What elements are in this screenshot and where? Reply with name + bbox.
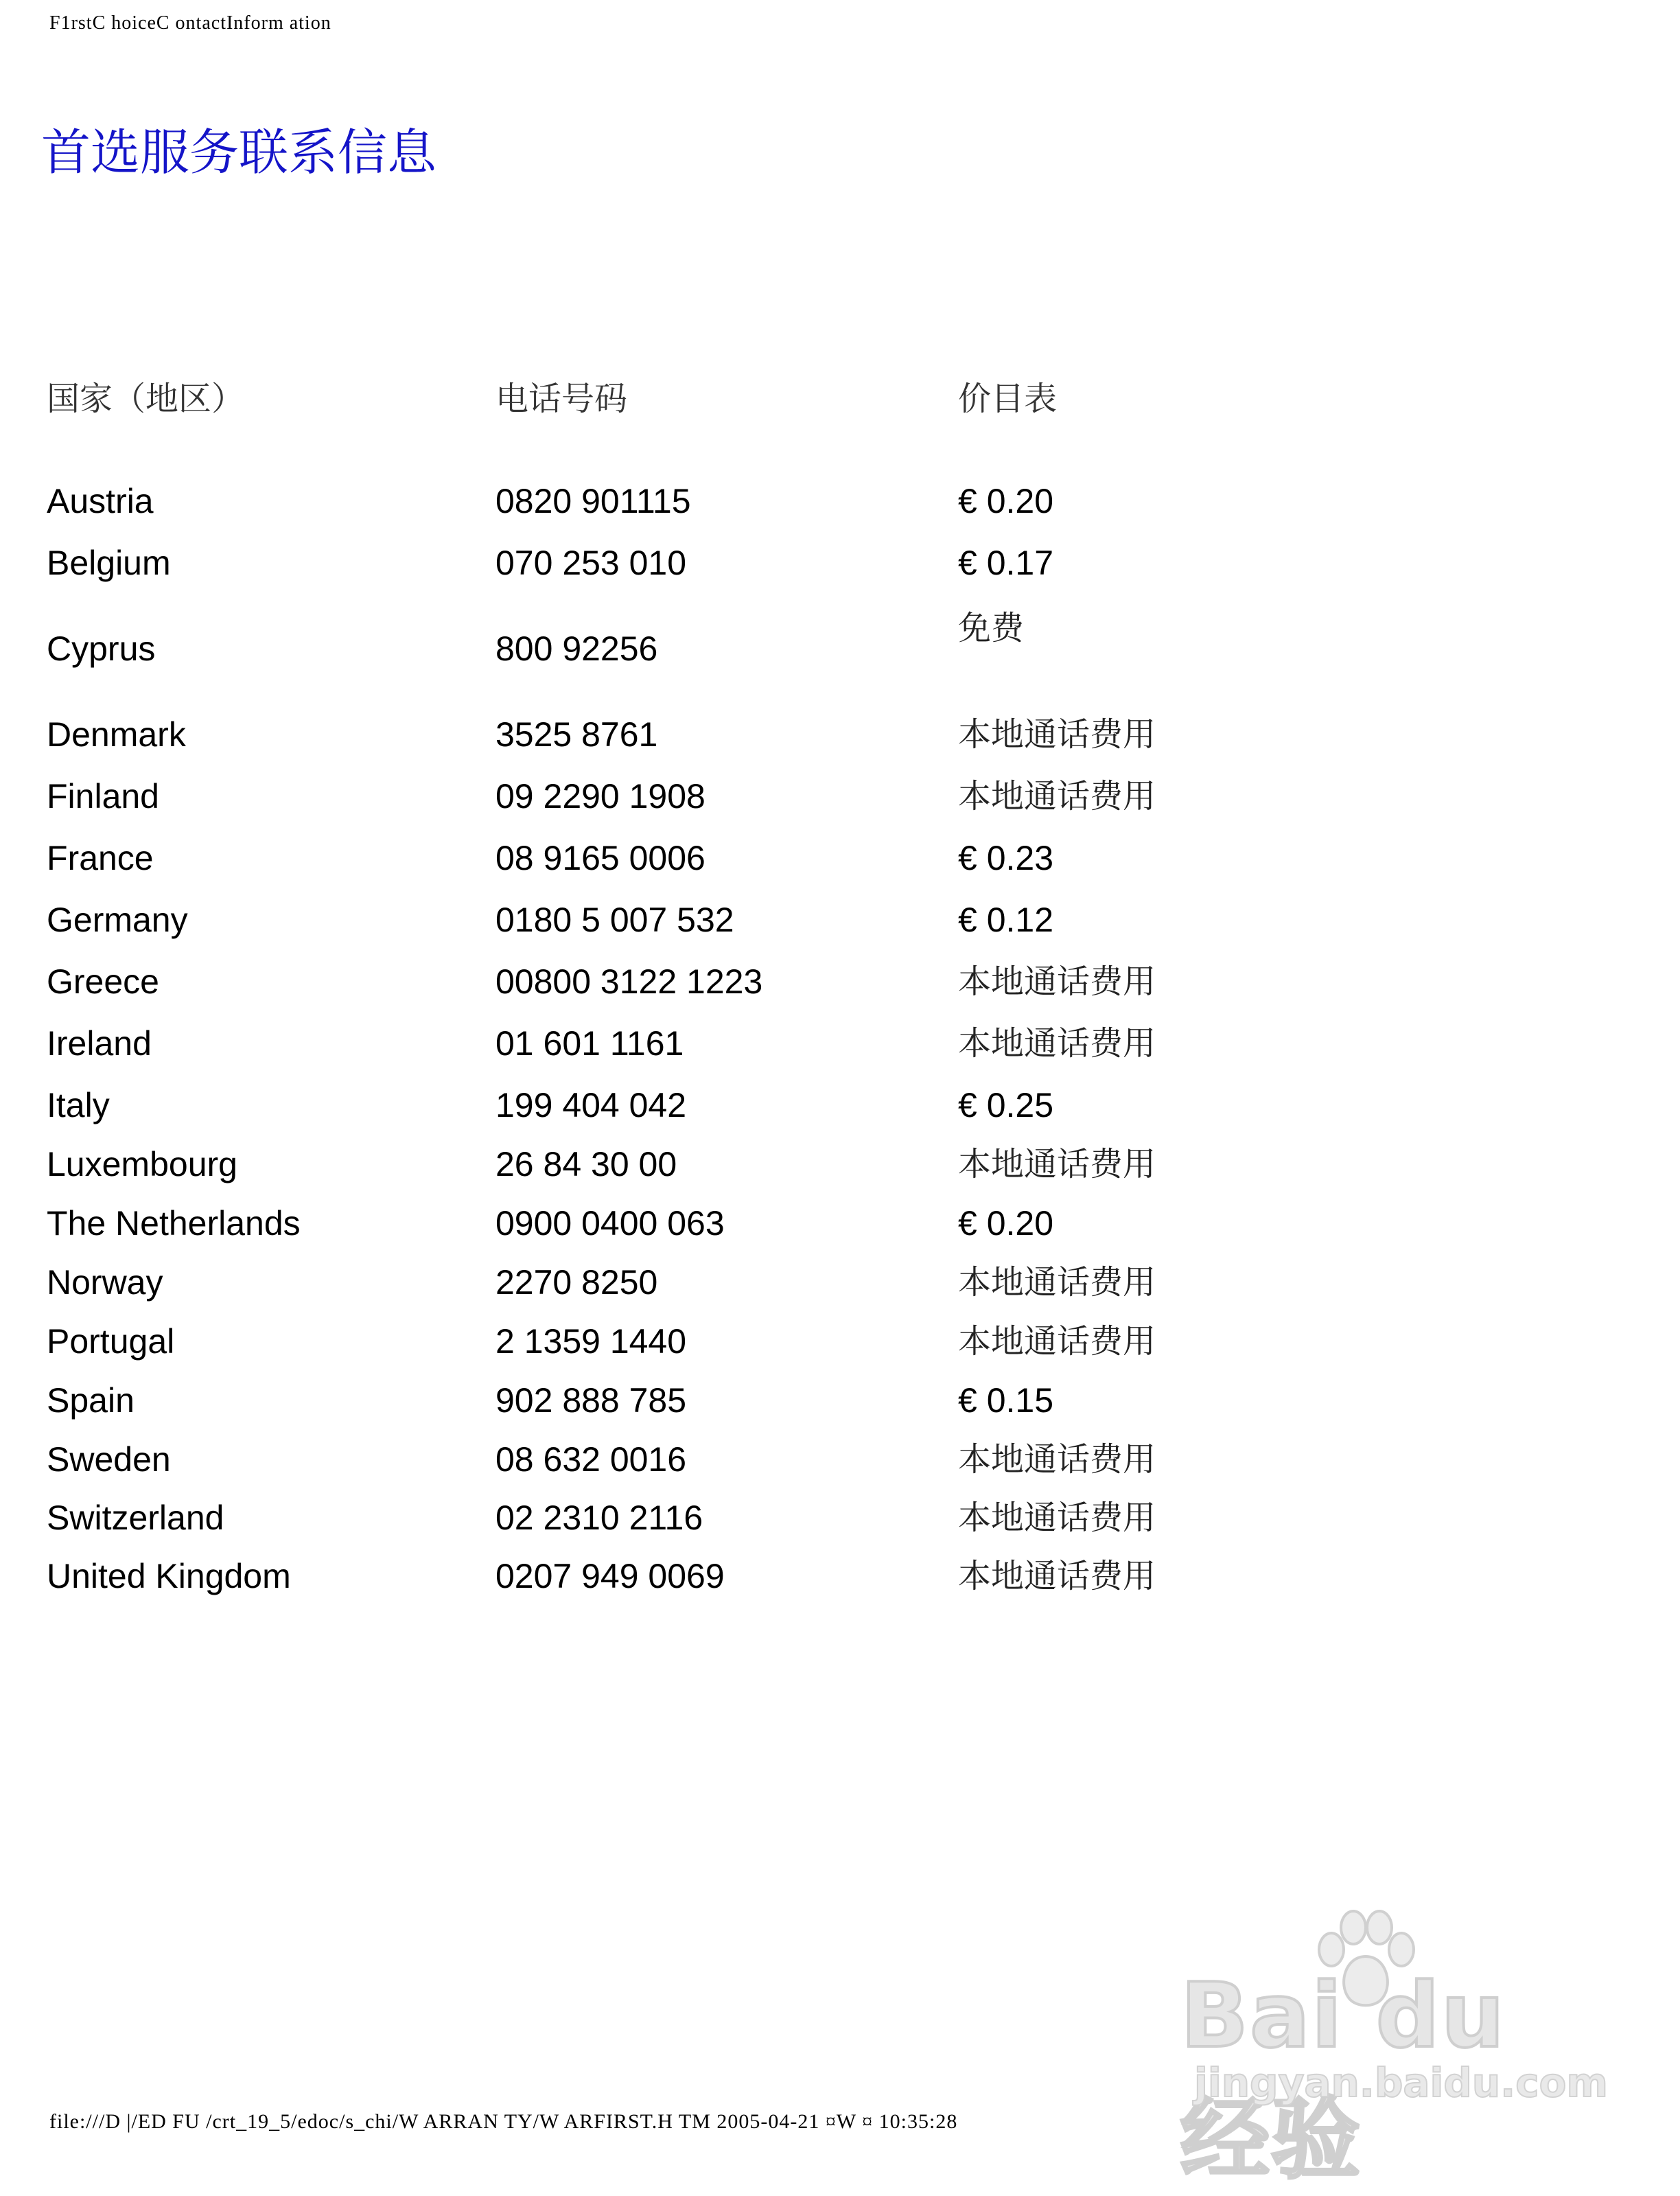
phone-cell: 2270 8250 (495, 1263, 658, 1302)
rate-cell: 本地通话费用 (958, 715, 1156, 754)
rate-cell: 本地通话费用 (958, 1322, 1156, 1361)
country-cell: Portugal (47, 1322, 175, 1361)
rate-cell: 本地通话费用 (958, 1499, 1156, 1537)
table-row (0, 1016, 1680, 1071)
table-row (0, 707, 1680, 762)
rate-cell: 免费 (958, 609, 1025, 647)
column-header-country: 国家（地区） (47, 380, 245, 418)
table-row (0, 1373, 1680, 1428)
phone-cell: 0207 949 0069 (495, 1557, 725, 1595)
page-footer-path: file:///D |/ED FU /crt_19_5/edoc/s_chi/W ARRAN TY/W ARFIRST.H TM 2005-04-21 ¤W ¤ 10:35:28 (49, 2110, 958, 2133)
phone-cell: 09 2290 1908 (495, 777, 705, 816)
column-header-rate: 价目表 (958, 380, 1058, 418)
phone-cell: 800 92256 (495, 629, 658, 668)
phone-cell: 2 1359 1440 (495, 1322, 687, 1361)
country-cell: Belgium (47, 544, 171, 582)
rate-cell: 本地通话费用 (958, 777, 1156, 816)
rate-cell: € 0.12 (958, 901, 1054, 939)
rate-cell: 本地通话费用 (958, 1024, 1156, 1063)
phone-cell: 902 888 785 (495, 1381, 687, 1420)
country-cell: Greece (47, 962, 159, 1001)
table-row (0, 1137, 1680, 1192)
table-row (0, 1432, 1680, 1487)
table-row (0, 1314, 1680, 1369)
phone-cell: 02 2310 2116 (495, 1499, 703, 1537)
table-row (0, 1490, 1680, 1545)
country-cell: Switzerland (47, 1499, 224, 1537)
country-cell: Denmark (47, 715, 186, 754)
phone-cell: 08 9165 0006 (495, 839, 705, 877)
country-cell: Italy (47, 1086, 110, 1124)
baidu-jingyan-watermark (1180, 1908, 1608, 2191)
rate-cell: € 0.15 (958, 1381, 1054, 1420)
country-cell: Luxembourg (47, 1145, 237, 1183)
phone-cell: 0180 5 007 532 (495, 901, 734, 939)
phone-cell: 26 84 30 00 (495, 1145, 677, 1183)
table-row (0, 1078, 1680, 1133)
country-cell: Finland (47, 777, 159, 816)
country-cell: Germany (47, 901, 188, 939)
country-cell: Spain (47, 1381, 135, 1420)
rate-cell: € 0.23 (958, 839, 1054, 877)
rate-cell: € 0.25 (958, 1086, 1054, 1124)
rate-cell: € 0.20 (958, 1204, 1054, 1243)
phone-cell: 0900 0400 063 (495, 1204, 725, 1243)
page-header-title: F1rstC hoiceC ontactInform ation (49, 12, 331, 34)
country-cell: Cyprus (47, 629, 156, 668)
phone-cell: 199 404 042 (495, 1086, 687, 1124)
country-cell: Sweden (47, 1440, 171, 1479)
table-row (0, 831, 1680, 886)
phone-cell: 00800 3122 1223 (495, 962, 763, 1001)
watermark-brand: Bai du 经验 (1180, 1963, 1506, 2191)
country-cell: United Kingdom (47, 1557, 291, 1595)
table-row (0, 609, 1680, 676)
rate-cell: € 0.20 (958, 482, 1054, 520)
phone-cell: 3525 8761 (495, 715, 658, 754)
table-row (0, 954, 1680, 1009)
column-header-phone: 电话号码 (495, 380, 628, 418)
table-row (0, 1196, 1680, 1251)
rate-cell: 本地通话费用 (958, 962, 1156, 1001)
table-row (0, 474, 1680, 529)
country-cell: Austria (47, 482, 154, 520)
page-title: 首选服务联系信息 (41, 124, 437, 181)
country-cell: Ireland (47, 1024, 152, 1063)
country-cell: The Netherlands (47, 1204, 301, 1243)
rate-cell: 本地通话费用 (958, 1557, 1156, 1595)
table-row (0, 769, 1680, 824)
watermark-url: jingyan.baidu.com (1194, 2059, 1608, 2106)
phone-cell: 08 632 0016 (495, 1440, 687, 1479)
rate-cell: 本地通话费用 (958, 1440, 1156, 1479)
table-row (0, 535, 1680, 590)
table-row (0, 1549, 1680, 1604)
table-row (0, 892, 1680, 947)
country-cell: France (47, 839, 154, 877)
rate-cell: 本地通话费用 (958, 1263, 1156, 1302)
rate-cell: 本地通话费用 (958, 1145, 1156, 1183)
country-cell: Norway (47, 1263, 163, 1302)
phone-cell: 070 253 010 (495, 544, 687, 582)
phone-cell: 01 601 1161 (495, 1024, 684, 1063)
table-row (0, 1255, 1680, 1310)
phone-cell: 0820 901115 (495, 482, 691, 520)
rate-cell: € 0.17 (958, 544, 1054, 582)
